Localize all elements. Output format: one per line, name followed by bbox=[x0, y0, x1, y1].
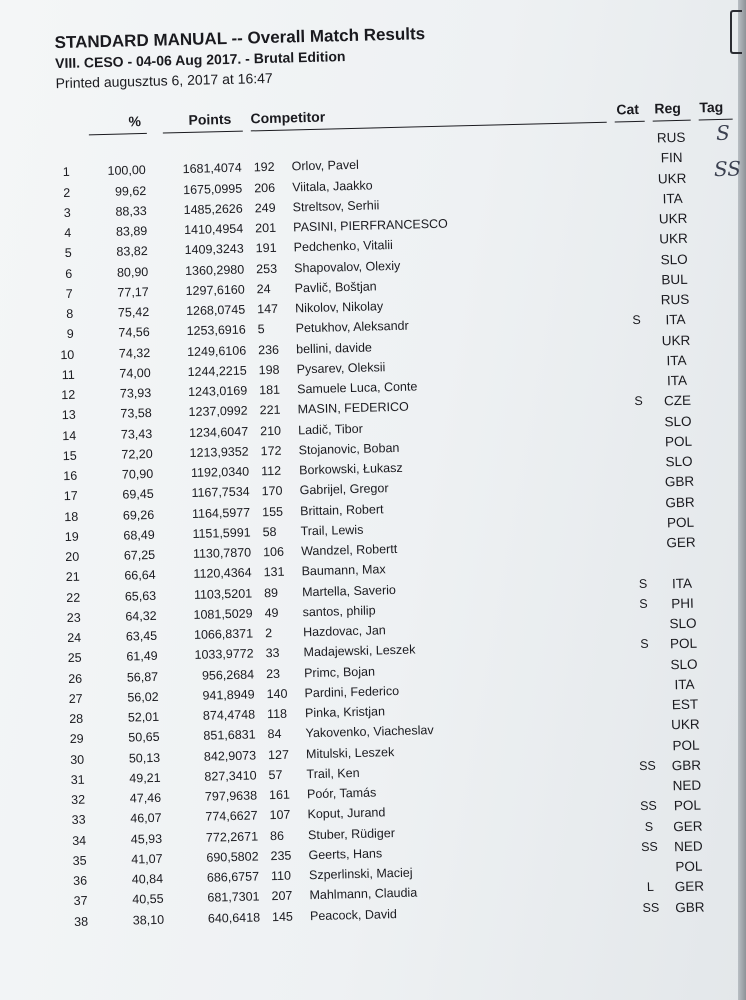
percent-cell bbox=[83, 143, 145, 145]
printed-page bbox=[20, 0, 746, 1000]
competitor-name-cell: Geerts, Hans bbox=[308, 846, 383, 862]
percent-cell: 38,10 bbox=[132, 912, 165, 928]
points-cell: 941,8949 bbox=[202, 687, 255, 703]
competitor-number-cell bbox=[253, 140, 283, 141]
region-cell: GER bbox=[673, 818, 703, 834]
region-cell: PHI bbox=[671, 595, 694, 612]
competitor-name-cell: Szperlinski, Maciej bbox=[308, 865, 413, 883]
competitor-name-cell: Samuele Luca, Conte bbox=[296, 379, 418, 397]
competitor-number-cell: 49 bbox=[264, 605, 279, 620]
competitor-number-cell: 181 bbox=[258, 382, 281, 398]
region-cell: EST bbox=[671, 696, 699, 713]
rank-cell: 31 bbox=[70, 772, 85, 787]
region-cell: GER bbox=[674, 878, 705, 895]
category-cell bbox=[624, 434, 654, 435]
page-title: STANDARD MANUAL -- Overall Match Results bbox=[54, 24, 426, 53]
competitor-number-cell: 236 bbox=[258, 342, 280, 357]
competitor-number-cell: 118 bbox=[266, 706, 288, 722]
points-cell: 1164,5977 bbox=[191, 505, 251, 521]
points-cell: 1167,7534 bbox=[191, 484, 250, 501]
col-header-competitor: Competitor bbox=[250, 108, 326, 127]
competitor-number-cell: 170 bbox=[261, 483, 283, 499]
percent-cell: 73,58 bbox=[120, 406, 152, 421]
category-cell bbox=[619, 212, 649, 213]
percent-cell: 73,93 bbox=[119, 385, 152, 401]
competitor-number-cell: 112 bbox=[260, 463, 282, 479]
region-cell: POL bbox=[673, 797, 702, 814]
region-cell: SLO bbox=[669, 615, 697, 632]
competitor-number-cell: 57 bbox=[268, 767, 283, 782]
category-cell: L bbox=[646, 880, 655, 895]
region-cell: ITA bbox=[674, 676, 695, 692]
points-cell: 1485,2626 bbox=[183, 201, 243, 217]
percent-cell: 67,25 bbox=[123, 547, 156, 563]
percent-cell: 100,00 bbox=[107, 163, 146, 179]
percent-cell: 68,49 bbox=[123, 527, 155, 543]
region-cell: NED bbox=[672, 777, 702, 794]
region-cell: RUS bbox=[660, 291, 690, 308]
competitor-number-cell: 192 bbox=[253, 160, 275, 175]
rank-cell: 26 bbox=[68, 671, 83, 686]
points-cell: 842,9073 bbox=[203, 747, 257, 764]
percent-cell: 72,20 bbox=[121, 446, 153, 462]
rank-cell: 19 bbox=[64, 529, 79, 544]
points-cell: 851,6831 bbox=[203, 727, 256, 743]
rank-cell: 5 bbox=[64, 246, 72, 261]
percent-cell: 56,87 bbox=[126, 669, 159, 685]
competitor-name-cell: Orlov, Pavel bbox=[291, 158, 360, 174]
competitor-name-cell: Borkowski, Łukasz bbox=[298, 460, 403, 478]
rank-cell: 4 bbox=[64, 225, 72, 240]
rank-cell: 38 bbox=[74, 914, 89, 929]
competitor-name-cell: Madajewski, Leszek bbox=[303, 642, 416, 660]
category-cell bbox=[631, 718, 661, 719]
points-cell: 1120,4364 bbox=[193, 565, 252, 582]
category-cell bbox=[625, 475, 655, 476]
category-cell: SS bbox=[639, 798, 657, 814]
points-cell bbox=[163, 141, 241, 143]
category-cell: SS bbox=[642, 900, 660, 915]
percent-cell: 74,56 bbox=[118, 325, 150, 340]
percent-cell: 46,07 bbox=[130, 811, 162, 826]
underline-reg bbox=[653, 120, 691, 122]
competitor-number-cell: 127 bbox=[267, 747, 290, 762]
region-cell: GER bbox=[666, 534, 696, 551]
region-cell: UKR bbox=[661, 332, 691, 348]
competitor-name-cell: Hazdovac, Jan bbox=[302, 623, 386, 640]
event-subtitle: VIII. CESO - 04-06 Aug 2017. - Brutal Edition bbox=[54, 48, 346, 72]
underline-cat bbox=[615, 121, 645, 123]
competitor-name-cell: Primc, Bojan bbox=[303, 664, 376, 680]
category-cell bbox=[626, 515, 656, 516]
col-header-percent: % bbox=[128, 113, 142, 130]
percent-cell: 74,00 bbox=[119, 365, 151, 381]
category-cell: SS bbox=[640, 839, 658, 854]
region-cell: GBR bbox=[665, 494, 695, 510]
points-cell: 1244,2215 bbox=[187, 363, 247, 379]
competitor-number-cell: 207 bbox=[271, 888, 293, 904]
category-cell bbox=[627, 556, 657, 557]
competitor-name-cell: Pysarev, Oleksii bbox=[296, 359, 386, 377]
rank-cell: 2 bbox=[63, 185, 71, 200]
points-cell: 1237,0992 bbox=[188, 403, 248, 420]
competitor-number-cell: 172 bbox=[260, 443, 282, 458]
competitor-name-cell: santos, philip bbox=[302, 603, 376, 620]
percent-cell: 77,17 bbox=[117, 284, 149, 300]
col-header-reg: Reg bbox=[654, 99, 682, 117]
competitor-number-cell: 201 bbox=[255, 220, 277, 236]
points-cell: 1213,9352 bbox=[189, 444, 249, 460]
rank-cell: 21 bbox=[65, 569, 80, 585]
col-header-points: Points bbox=[188, 110, 232, 128]
points-cell: 827,3410 bbox=[204, 768, 257, 784]
points-cell: 1297,6160 bbox=[185, 282, 245, 298]
percent-cell: 88,33 bbox=[115, 203, 147, 219]
region-cell: SLO bbox=[664, 413, 692, 429]
category-cell bbox=[618, 171, 648, 172]
points-cell: 1409,3243 bbox=[184, 241, 244, 258]
competitor-name-cell: Poór, Tamás bbox=[306, 785, 377, 802]
percent-cell: 69,45 bbox=[122, 487, 154, 502]
region-cell: ITA bbox=[666, 352, 687, 369]
printed-timestamp: Printed augusztus 6, 2017 at 16:47 bbox=[55, 69, 273, 92]
rank-cell: 37 bbox=[73, 893, 88, 909]
category-cell bbox=[622, 333, 652, 334]
percent-cell: 75,42 bbox=[117, 304, 150, 320]
competitor-name-cell: Pavlič, Boštjan bbox=[294, 279, 377, 296]
rank-cell: 32 bbox=[71, 792, 86, 807]
percent-cell: 49,21 bbox=[129, 770, 161, 786]
points-cell: 686,6757 bbox=[206, 869, 260, 885]
points-cell: 1410,4954 bbox=[183, 221, 244, 238]
competitor-name-cell: Yakovenko, Viacheslav bbox=[305, 723, 434, 741]
rank-cell: 17 bbox=[63, 488, 78, 504]
category-cell bbox=[617, 151, 647, 152]
competitor-number-cell: 155 bbox=[261, 504, 284, 519]
percent-cell: 74,32 bbox=[118, 345, 151, 361]
points-cell: 774,6627 bbox=[205, 808, 258, 824]
region-cell: POL bbox=[664, 433, 693, 450]
col-header-cat: Cat bbox=[616, 100, 640, 118]
points-cell: 1268,0745 bbox=[185, 302, 246, 319]
points-cell: 640,6418 bbox=[207, 909, 261, 926]
competitor-number-cell: 33 bbox=[265, 646, 280, 661]
competitor-number-cell: 84 bbox=[267, 727, 282, 742]
region-cell: NED bbox=[673, 838, 703, 855]
rank-cell: 13 bbox=[61, 408, 76, 423]
category-cell bbox=[625, 455, 655, 456]
region-cell: SLO bbox=[660, 251, 688, 267]
competitor-number-cell: 58 bbox=[262, 524, 277, 539]
underline-points bbox=[163, 131, 243, 134]
competitor-number-cell: 107 bbox=[269, 807, 291, 823]
category-cell bbox=[632, 738, 662, 739]
competitor-number-cell: 221 bbox=[259, 403, 281, 418]
points-cell: 681,7301 bbox=[207, 889, 260, 905]
points-cell: 690,5802 bbox=[206, 849, 259, 865]
percent-cell: 40,84 bbox=[131, 871, 164, 887]
points-cell: 1234,6047 bbox=[188, 424, 249, 440]
competitor-name-cell: PASINI, PIERFRANCESCO bbox=[293, 216, 448, 235]
region-cell: RUS bbox=[656, 129, 686, 146]
points-cell: 797,9638 bbox=[204, 788, 258, 804]
rank-cell: 36 bbox=[73, 873, 88, 888]
category-cell: S bbox=[644, 819, 654, 834]
rank-cell: 15 bbox=[62, 448, 77, 463]
competitor-name-cell: Trail, Ken bbox=[306, 765, 360, 781]
competitor-number-cell: 86 bbox=[269, 828, 285, 843]
category-cell bbox=[620, 252, 650, 253]
points-cell: 1249,6106 bbox=[186, 343, 247, 359]
percent-cell: 80,90 bbox=[116, 264, 149, 280]
competitor-name-cell: Wandzel, Robertt bbox=[300, 541, 398, 559]
category-cell: S bbox=[640, 637, 649, 652]
percent-cell: 66,64 bbox=[124, 568, 156, 583]
region-cell: POL bbox=[672, 737, 700, 753]
percent-cell: 40,55 bbox=[132, 892, 164, 907]
region-cell: CZE bbox=[663, 392, 692, 409]
competitor-number-cell: 140 bbox=[266, 686, 288, 701]
points-cell: 874,4748 bbox=[202, 707, 256, 723]
category-cell bbox=[630, 677, 660, 678]
rank-cell: 12 bbox=[61, 387, 76, 403]
category-cell bbox=[622, 353, 652, 354]
region-cell: UKR bbox=[658, 210, 688, 227]
competitor-number-cell: 253 bbox=[256, 261, 278, 276]
competitor-name-cell: Koput, Jurand bbox=[307, 805, 386, 822]
region-cell: ITA bbox=[666, 372, 688, 389]
competitor-number-cell: 24 bbox=[256, 281, 271, 297]
category-cell bbox=[623, 374, 653, 375]
region-cell: GBR bbox=[664, 473, 695, 490]
region-cell: UKR bbox=[657, 170, 687, 186]
competitor-number-cell: 161 bbox=[268, 787, 291, 803]
points-cell: 1130,7870 bbox=[192, 545, 252, 561]
points-cell: 1675,0995 bbox=[182, 181, 243, 197]
percent-cell: 47,46 bbox=[129, 790, 162, 806]
rank-cell: 25 bbox=[67, 650, 82, 666]
category-cell bbox=[630, 657, 660, 658]
percent-cell: 65,63 bbox=[124, 588, 157, 604]
region-cell: GBR bbox=[671, 757, 702, 774]
region-cell: BUL bbox=[661, 271, 688, 288]
rank-cell: 20 bbox=[65, 549, 80, 565]
competitor-name-cell: bellini, davide bbox=[295, 340, 373, 356]
region-cell: POL bbox=[675, 858, 703, 875]
category-cell bbox=[629, 617, 659, 618]
region-cell: ITA bbox=[665, 312, 686, 328]
category-cell bbox=[620, 272, 650, 273]
competitor-name-cell: Pinka, Kristjan bbox=[304, 704, 386, 721]
competitor-name-cell: MASIN, FEDERICO bbox=[297, 399, 409, 417]
competitor-name-cell: Brittain, Robert bbox=[299, 501, 384, 518]
percent-cell: 69,26 bbox=[122, 507, 155, 523]
region-cell: GBR bbox=[675, 899, 705, 915]
category-cell: SS bbox=[638, 758, 656, 773]
competitor-name-cell: Peacock, David bbox=[309, 906, 398, 923]
category-cell bbox=[619, 232, 649, 233]
rank-cell: 10 bbox=[60, 347, 75, 362]
competitor-number-cell: 2 bbox=[264, 626, 273, 641]
percent-cell: 61,49 bbox=[126, 649, 158, 664]
percent-cell: 83,82 bbox=[116, 244, 148, 259]
points-cell: 1066,8371 bbox=[193, 626, 254, 642]
competitor-number-cell: 23 bbox=[265, 666, 281, 681]
region-cell: SLO bbox=[665, 453, 693, 470]
region-cell: POL bbox=[666, 514, 695, 531]
percent-cell: 50,65 bbox=[128, 730, 160, 745]
competitor-number-cell: 145 bbox=[271, 909, 294, 924]
region-cell: POL bbox=[669, 635, 698, 652]
percent-cell: 45,93 bbox=[130, 831, 163, 847]
points-cell: 1151,5991 bbox=[192, 525, 251, 541]
competitor-name-cell: Trail, Lewis bbox=[300, 522, 364, 539]
competitor-number-cell: 235 bbox=[270, 848, 292, 863]
competitor-name-cell: Viitala, Jaakko bbox=[292, 177, 373, 194]
region-cell: UKR bbox=[659, 231, 689, 247]
rank-cell: 14 bbox=[62, 428, 77, 443]
competitor-name-cell: Petukhov, Aleksandr bbox=[295, 318, 409, 336]
percent-cell: 50,13 bbox=[128, 750, 161, 766]
competitor-number-cell: 191 bbox=[255, 241, 277, 256]
percent-cell: 73,43 bbox=[120, 426, 153, 442]
competitor-name-cell: Mahlmann, Claudia bbox=[309, 885, 418, 903]
rank-cell: 29 bbox=[69, 731, 84, 747]
category-cell bbox=[626, 495, 656, 496]
points-cell: 1243,0169 bbox=[187, 383, 248, 400]
points-cell: 1103,5201 bbox=[193, 586, 253, 602]
competitor-name-cell: Stuber, Rüdiger bbox=[307, 825, 396, 842]
points-cell: 1360,2980 bbox=[184, 262, 245, 278]
points-cell: 956,2684 bbox=[201, 666, 255, 683]
competitor-name-cell: Baumann, Max bbox=[301, 562, 386, 579]
points-cell: 1192,0340 bbox=[190, 464, 250, 480]
rank-cell: 6 bbox=[65, 266, 73, 281]
points-cell: 1081,5029 bbox=[193, 606, 253, 622]
rank-cell: 9 bbox=[66, 327, 74, 342]
competitor-number-cell: 106 bbox=[262, 544, 285, 560]
competitor-name-cell: Streltsov, Serhii bbox=[292, 198, 380, 215]
region-cell: FIN bbox=[660, 150, 683, 166]
points-cell: 1033,9772 bbox=[194, 646, 254, 663]
rank-cell: 24 bbox=[67, 630, 82, 646]
percent-cell: 83,89 bbox=[115, 223, 148, 239]
rank-cell: 34 bbox=[72, 833, 87, 848]
region-cell: ITA bbox=[671, 575, 693, 591]
category-cell bbox=[631, 698, 661, 699]
rank-cell: 35 bbox=[72, 853, 87, 868]
rank-cell: 28 bbox=[69, 711, 84, 727]
percent-cell: 64,32 bbox=[125, 608, 157, 624]
rank-cell: 27 bbox=[68, 691, 83, 706]
competitor-name-cell: Mitulski, Leszek bbox=[305, 744, 395, 761]
region-cell bbox=[661, 555, 701, 556]
competitor-number-cell: 206 bbox=[254, 180, 276, 195]
percent-cell: 70,90 bbox=[121, 466, 154, 482]
competitor-number-cell: 5 bbox=[257, 322, 265, 337]
handwritten-mark-2: SS bbox=[713, 156, 742, 182]
percent-cell: 52,01 bbox=[127, 709, 160, 725]
points-cell: 772,2671 bbox=[205, 828, 259, 845]
col-header-tag: Tag bbox=[699, 98, 724, 116]
competitor-number-cell: 210 bbox=[259, 423, 282, 438]
rank-cell: 8 bbox=[66, 306, 74, 321]
percent-cell: 41,07 bbox=[131, 851, 163, 867]
competitor-name-cell: Pedchenko, Vitalii bbox=[293, 238, 393, 255]
percent-cell: 99,62 bbox=[114, 183, 147, 199]
competitor-number-cell: 131 bbox=[263, 564, 285, 580]
rank-cell: 22 bbox=[66, 590, 81, 605]
competitor-name-cell: Stojanovic, Boban bbox=[298, 440, 400, 458]
category-cell bbox=[617, 131, 647, 132]
rank-cell: 30 bbox=[70, 752, 85, 767]
points-cell: 1253,6916 bbox=[186, 322, 246, 339]
percent-cell: 56,02 bbox=[127, 689, 159, 705]
competitor-name-cell: Nikolov, Nikolay bbox=[295, 299, 384, 316]
rank-cell: 11 bbox=[61, 367, 75, 382]
competitor-name-cell: Gabrijel, Gregor bbox=[299, 481, 389, 498]
rank-cell: 16 bbox=[63, 468, 78, 484]
category-cell: S bbox=[639, 596, 648, 611]
competitor-number-cell: 89 bbox=[263, 585, 279, 600]
competitor-number-cell: 110 bbox=[270, 868, 292, 884]
competitor-name-cell: Shapovalov, Olexiy bbox=[294, 258, 401, 275]
category-cell bbox=[618, 191, 648, 192]
underline-percent bbox=[89, 133, 147, 135]
rank-cell: 1 bbox=[62, 165, 70, 180]
category-cell: S bbox=[632, 313, 641, 328]
competitor-number-cell: 249 bbox=[254, 200, 276, 216]
competitor-number-cell: 147 bbox=[257, 301, 279, 317]
handwritten-mark-1: S bbox=[715, 120, 731, 146]
rank-cell: 33 bbox=[71, 812, 86, 828]
category-cell: S bbox=[638, 576, 648, 591]
competitor-name-cell: Ladič, Tibor bbox=[297, 421, 363, 437]
category-cell bbox=[627, 536, 657, 537]
rank-cell: 7 bbox=[65, 286, 73, 301]
competitor-name-cell: Pardini, Federico bbox=[304, 683, 400, 700]
rank-cell: 3 bbox=[63, 205, 71, 220]
category-cell bbox=[621, 293, 651, 294]
percent-cell: 63,45 bbox=[125, 628, 158, 644]
rank-cell: 23 bbox=[66, 610, 81, 625]
rank-cell bbox=[41, 145, 69, 146]
rank-cell: 18 bbox=[64, 509, 79, 524]
region-cell: ITA bbox=[662, 190, 683, 207]
category-cell bbox=[633, 779, 663, 780]
category-cell bbox=[635, 859, 665, 860]
competitor-name-cell: Martella, Saverio bbox=[301, 582, 397, 599]
category-cell bbox=[624, 414, 654, 415]
competitor-number-cell: 198 bbox=[258, 362, 280, 378]
region-cell: SLO bbox=[670, 656, 698, 672]
category-cell: S bbox=[634, 394, 643, 409]
region-cell: UKR bbox=[671, 716, 700, 733]
points-cell: 1681,4074 bbox=[182, 160, 242, 177]
